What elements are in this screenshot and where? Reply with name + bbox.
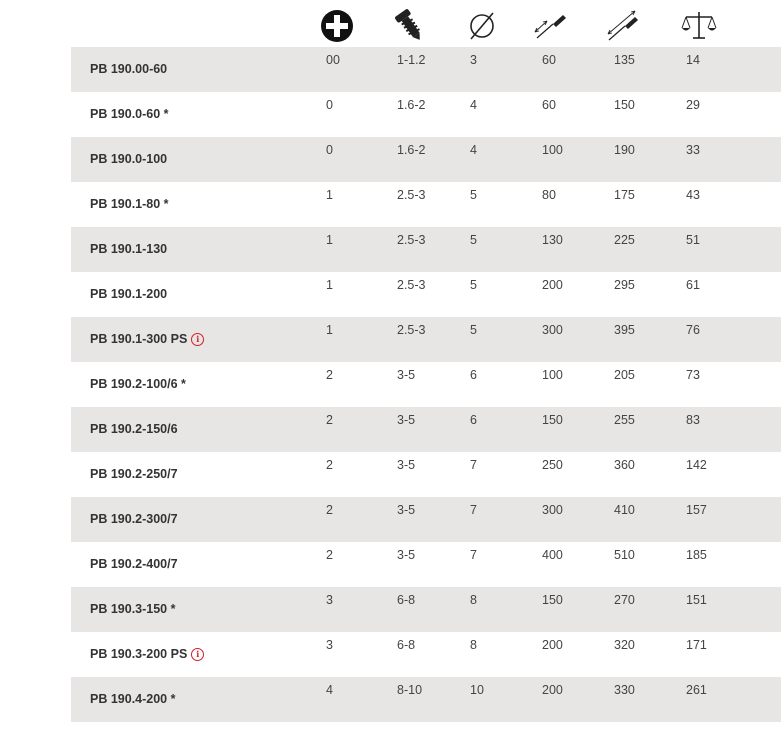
product-name bbox=[90, 512, 178, 526]
weight-cell: 157 bbox=[686, 503, 707, 517]
screw-size-cell: 2.5-3 bbox=[397, 233, 426, 247]
product-name-text: PB 190.2-100/6 * bbox=[90, 377, 186, 391]
product-name bbox=[90, 152, 167, 166]
product-name-text: PB 190.2-300/7 bbox=[90, 512, 178, 526]
table-row bbox=[71, 452, 781, 497]
product-name bbox=[90, 602, 175, 616]
blade-length-cell: 130 bbox=[542, 233, 563, 247]
product-name bbox=[90, 557, 178, 571]
weight-cell: 261 bbox=[686, 683, 707, 697]
table-row bbox=[71, 497, 781, 542]
product-name-text: PB 190.0-60 * bbox=[90, 107, 169, 121]
diameter-cell: 6 bbox=[470, 413, 477, 427]
product-name-text: PB 190.2-150/6 bbox=[90, 422, 178, 436]
diameter-icon bbox=[464, 8, 500, 44]
screw-size-cell: 8-10 bbox=[397, 683, 423, 697]
info-icon[interactable]: i bbox=[191, 648, 204, 661]
tip-size-cell: 4 bbox=[326, 683, 333, 697]
table-row bbox=[71, 182, 781, 227]
total-length-cell: 410 bbox=[614, 503, 635, 517]
diameter-cell: 5 bbox=[470, 278, 477, 292]
product-name-text: PB 190.1-130 bbox=[90, 242, 168, 256]
table-row bbox=[71, 47, 781, 92]
weight-cell: 14 bbox=[686, 53, 700, 67]
blade-length-cell: 200 bbox=[542, 638, 563, 652]
weight-cell: 142 bbox=[686, 458, 707, 472]
diameter-cell: 7 bbox=[470, 503, 477, 517]
screw-thread-icon bbox=[392, 8, 428, 44]
table-row bbox=[71, 587, 781, 632]
screw-size-cell: 6-8 bbox=[397, 593, 416, 607]
weight-cell: 33 bbox=[686, 143, 700, 157]
screw-size-cell: 3-5 bbox=[397, 368, 416, 382]
product-name bbox=[90, 647, 204, 661]
table-row bbox=[71, 317, 781, 362]
diameter-cell: 8 bbox=[470, 638, 477, 652]
blade-length-cell: 60 bbox=[542, 53, 556, 67]
blade-length-cell: 300 bbox=[542, 503, 563, 517]
blade-length-cell: 250 bbox=[542, 458, 563, 472]
product-name-text: PB 190.00-60 bbox=[90, 62, 168, 76]
diameter-cell: 7 bbox=[470, 548, 477, 562]
total-length-cell: 225 bbox=[614, 233, 635, 247]
table-row bbox=[71, 272, 781, 317]
total-length-cell: 395 bbox=[614, 323, 635, 337]
spec-table bbox=[71, 47, 781, 722]
blade-length-cell: 150 bbox=[542, 413, 563, 427]
weight-cell: 76 bbox=[686, 323, 700, 337]
total-length-cell: 255 bbox=[614, 413, 635, 427]
diameter-cell: 5 bbox=[470, 233, 477, 247]
product-name-text: PB 190.1-80 * bbox=[90, 197, 169, 211]
product-name bbox=[90, 467, 178, 481]
diameter-cell: 7 bbox=[470, 458, 477, 472]
weight-cell: 151 bbox=[686, 593, 707, 607]
product-name bbox=[90, 692, 175, 706]
diameter-cell: 6 bbox=[470, 368, 477, 382]
weight-cell: 83 bbox=[686, 413, 700, 427]
tip-size-cell: 1 bbox=[326, 233, 333, 247]
diameter-cell: 4 bbox=[470, 98, 477, 112]
total-length-cell: 510 bbox=[614, 548, 635, 562]
blade-length-cell: 80 bbox=[542, 188, 556, 202]
product-name-text: PB 190.1-300 PS bbox=[90, 332, 188, 346]
weight-cell: 43 bbox=[686, 188, 700, 202]
table-row bbox=[71, 677, 781, 722]
table-row bbox=[71, 137, 781, 182]
table-row bbox=[71, 92, 781, 137]
weight-scale-icon bbox=[681, 8, 717, 44]
diameter-cell: 3 bbox=[470, 53, 477, 67]
product-name-text: PB 190.2-250/7 bbox=[90, 467, 178, 481]
table-row bbox=[71, 227, 781, 272]
tip-size-cell: 0 bbox=[326, 143, 333, 157]
product-name-text: PB 190.4-200 * bbox=[90, 692, 176, 706]
blade-length-cell: 400 bbox=[542, 548, 563, 562]
tip-size-cell: 2 bbox=[326, 503, 333, 517]
screw-size-cell: 3-5 bbox=[397, 503, 416, 517]
diameter-cell: 8 bbox=[470, 593, 477, 607]
blade-length-cell: 300 bbox=[542, 323, 563, 337]
screw-size-cell: 3-5 bbox=[397, 458, 416, 472]
tip-size-cell: 0 bbox=[326, 98, 333, 112]
screw-size-cell: 1.6-2 bbox=[397, 98, 426, 112]
product-name bbox=[90, 287, 167, 301]
product-name bbox=[90, 242, 167, 256]
blade-length-cell: 150 bbox=[542, 593, 563, 607]
product-name bbox=[90, 197, 169, 211]
blade-length-cell: 100 bbox=[542, 368, 563, 382]
diameter-cell: 5 bbox=[470, 188, 477, 202]
table-row bbox=[71, 407, 781, 452]
table-row bbox=[71, 632, 781, 677]
product-name-text: PB 190.2-400/7 bbox=[90, 557, 178, 571]
table-header bbox=[0, 0, 781, 47]
total-length-cell: 175 bbox=[614, 188, 635, 202]
product-name-text: PB 190.0-100 bbox=[90, 152, 168, 166]
screw-size-cell: 3-5 bbox=[397, 548, 416, 562]
weight-cell: 171 bbox=[686, 638, 707, 652]
total-length-cell: 270 bbox=[614, 593, 635, 607]
weight-cell: 51 bbox=[686, 233, 700, 247]
info-icon[interactable]: i bbox=[191, 333, 204, 346]
total-length-cell: 320 bbox=[614, 638, 635, 652]
weight-cell: 185 bbox=[686, 548, 707, 562]
screw-size-cell: 1.6-2 bbox=[397, 143, 426, 157]
tip-size-cell: 2 bbox=[326, 458, 333, 472]
table-row bbox=[71, 542, 781, 587]
product-name bbox=[90, 62, 167, 76]
blade-length-cell: 100 bbox=[542, 143, 563, 157]
total-length-cell: 360 bbox=[614, 458, 635, 472]
screw-size-cell: 2.5-3 bbox=[397, 188, 426, 202]
screw-size-cell: 1-1.2 bbox=[397, 53, 426, 67]
tip-size-cell: 3 bbox=[326, 638, 333, 652]
product-name bbox=[90, 377, 186, 391]
tip-size-cell: 00 bbox=[326, 53, 340, 67]
blade-length-cell: 200 bbox=[542, 683, 563, 697]
tip-size-cell: 2 bbox=[326, 413, 333, 427]
weight-cell: 73 bbox=[686, 368, 700, 382]
tip-size-cell: 2 bbox=[326, 548, 333, 562]
total-length-cell: 135 bbox=[614, 53, 635, 67]
tip-size-cell: 3 bbox=[326, 593, 333, 607]
tip-size-cell: 2 bbox=[326, 368, 333, 382]
product-name-text: PB 190.3-200 PS bbox=[90, 647, 188, 661]
diameter-cell: 4 bbox=[470, 143, 477, 157]
phillips-tip-icon bbox=[319, 8, 355, 44]
table-row bbox=[71, 362, 781, 407]
screw-size-cell: 6-8 bbox=[397, 638, 416, 652]
tip-size-cell: 1 bbox=[326, 278, 333, 292]
diameter-cell: 10 bbox=[470, 683, 484, 697]
product-name-text: PB 190.1-200 bbox=[90, 287, 168, 301]
blade-length-cell: 60 bbox=[542, 98, 556, 112]
tip-size-cell: 1 bbox=[326, 188, 333, 202]
screw-size-cell: 3-5 bbox=[397, 413, 416, 427]
product-name bbox=[90, 422, 178, 436]
blade-length-icon bbox=[533, 8, 569, 44]
total-length-cell: 190 bbox=[614, 143, 635, 157]
blade-length-cell: 200 bbox=[542, 278, 563, 292]
total-length-cell: 295 bbox=[614, 278, 635, 292]
weight-cell: 29 bbox=[686, 98, 700, 112]
tip-size-cell: 1 bbox=[326, 323, 333, 337]
weight-cell: 61 bbox=[686, 278, 700, 292]
screw-size-cell: 2.5-3 bbox=[397, 278, 426, 292]
total-length-icon bbox=[605, 8, 641, 44]
product-name-text: PB 190.3-150 * bbox=[90, 602, 176, 616]
total-length-cell: 330 bbox=[614, 683, 635, 697]
screw-size-cell: 2.5-3 bbox=[397, 323, 426, 337]
total-length-cell: 150 bbox=[614, 98, 635, 112]
total-length-cell: 205 bbox=[614, 368, 635, 382]
diameter-cell: 5 bbox=[470, 323, 477, 337]
product-name bbox=[90, 332, 204, 346]
product-name bbox=[90, 107, 169, 121]
